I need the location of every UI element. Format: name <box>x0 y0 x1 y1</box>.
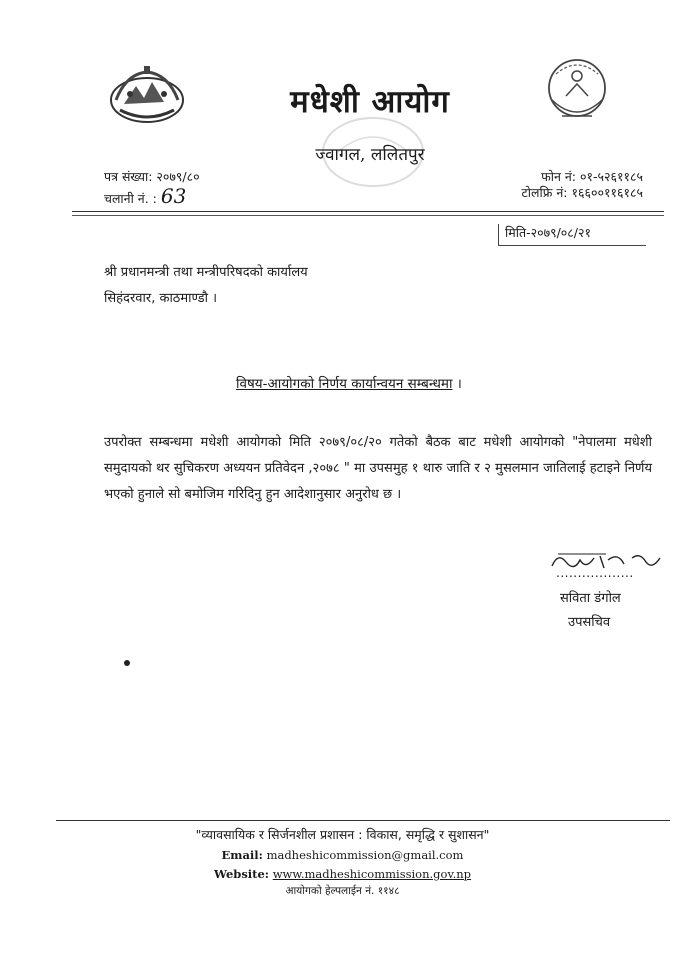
dispatch-number <box>104 184 186 208</box>
tollfree-number <box>521 184 643 201</box>
nepal-emblem-icon <box>106 64 188 128</box>
email-label: Email: <box>221 848 263 862</box>
ink-dot <box>124 660 130 666</box>
subject-line <box>236 374 462 392</box>
reference-value: २०७९/८० <box>156 169 200 184</box>
footer-hotline: आयोगको हेल्पलाईन नं. ११४८ <box>285 885 400 897</box>
letter-date: मिति-२०७९/०८/२१ <box>498 224 646 246</box>
reference-label: पत्र संख्या: <box>104 169 153 184</box>
footer-divider <box>56 820 670 821</box>
dispatch-label: चलानी नं. : <box>104 191 157 206</box>
dispatch-value: 63 <box>160 184 187 208</box>
phone-number <box>541 168 643 185</box>
footer-website <box>0 867 685 881</box>
footer-motto: "व्यावसायिक र सिर्जनशील प्रशासन : विकास, समृद्धि र सुशासन" <box>195 827 490 842</box>
signer-title: उपसचिव <box>568 615 611 630</box>
website-label: Website: <box>213 867 270 881</box>
footer-email <box>0 848 685 862</box>
letter-body: उपरोक्त सम्बन्धमा मधेशी आयोगको मिति २०७९/०८/२० गतेको बैठक बाट मधेशी आयोगको "नेपालमा मधेशी समुदायको थर सुचिकरण अध्ययन प्रतिवेदन ,२०७८ " मा उपसमुह १ थारु जाति र २ मुसलमान जातिलाई हटाइने निर्णय भएको हुनाले सो बमोजिम गरिदिनु हुन आदेशानुसार अनुरोध छ । <box>104 435 652 502</box>
header-divider-thin <box>72 215 664 216</box>
reference-number <box>104 168 200 185</box>
email-link[interactable]: madheshicommission@gmail.com <box>266 848 464 862</box>
signer-name: सविता डंगोल <box>560 591 621 606</box>
signature-dots: .................. <box>556 566 634 580</box>
commission-title: मधेशी आयोग <box>290 84 450 120</box>
recipient-line-2: सिहंदरवार, काठमाण्डौ । <box>104 291 218 306</box>
tollfree-value: १६६००११६१८५ <box>571 185 643 200</box>
subject-end: । <box>452 376 462 392</box>
commission-location: ज्वागल, ललितपुर <box>315 145 425 165</box>
phone-value: ०१-५२६११८५ <box>579 169 643 184</box>
commission-seal-icon <box>542 54 612 126</box>
recipient-line-1: श्री प्रधानमन्त्री तथा मन्त्रीपरिषदको कार्यालय <box>104 265 308 280</box>
phone-label: फोन नं: <box>541 169 576 184</box>
header-divider <box>72 211 664 212</box>
subject-label: विषय- <box>236 376 268 392</box>
subject-text: आयोगको निर्णय कार्यान्वयन सम्बन्धमा <box>267 376 453 392</box>
tollfree-label: टोलफ्रि नं: <box>521 185 568 200</box>
website-link[interactable]: www.madheshicommission.gov.np <box>272 867 472 881</box>
